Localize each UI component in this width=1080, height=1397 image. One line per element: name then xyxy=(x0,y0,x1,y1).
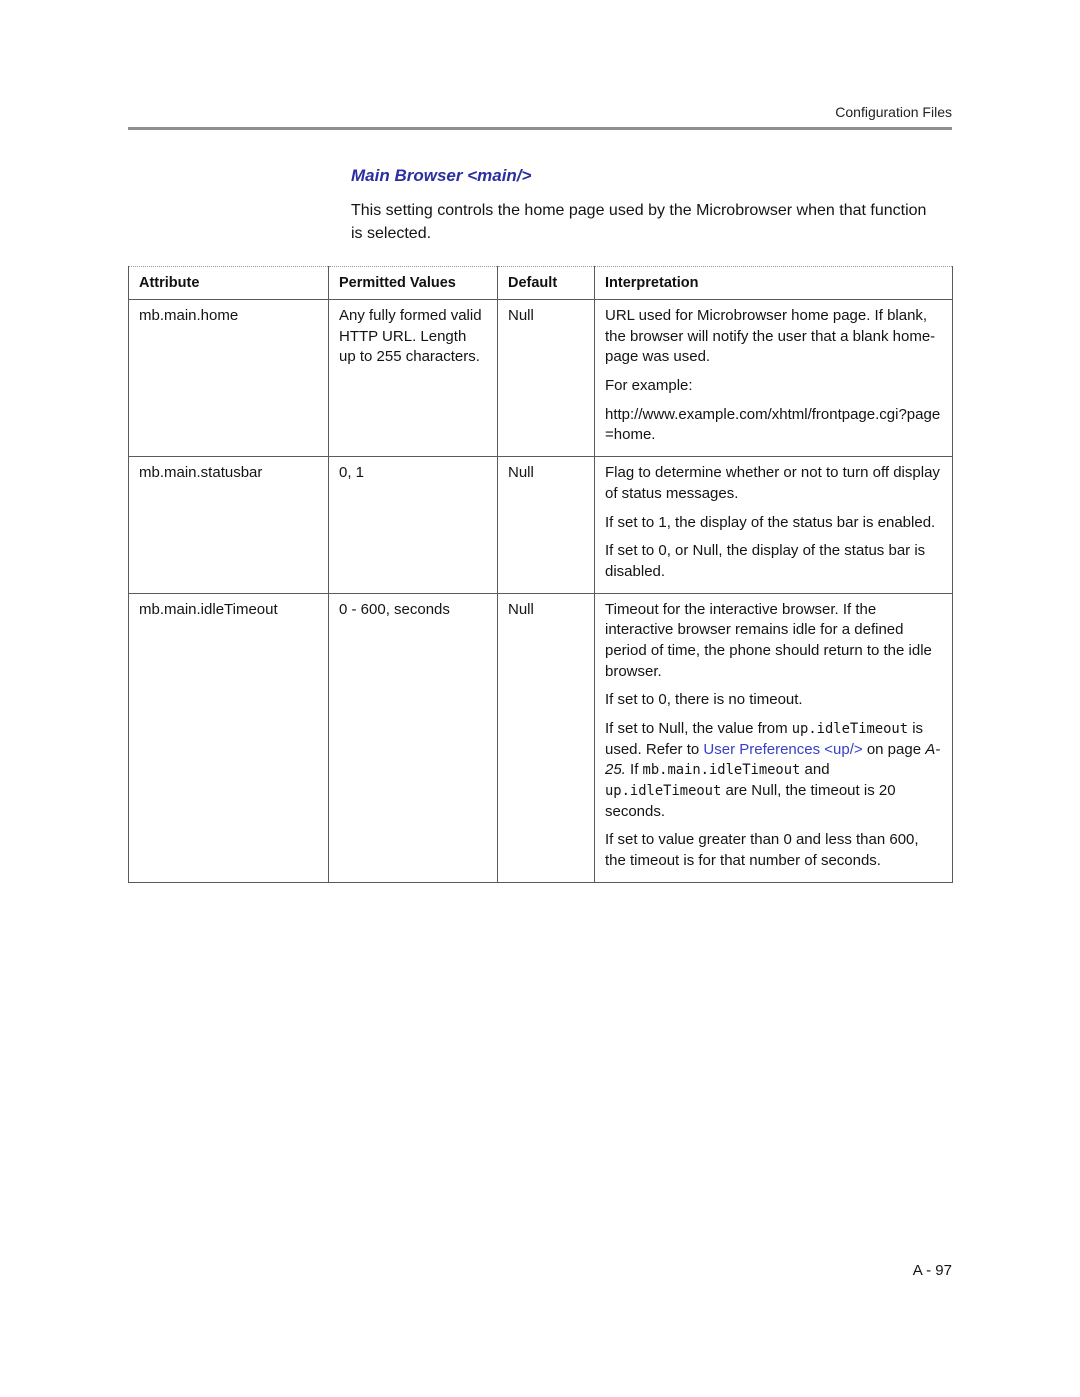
interpretation-paragraph xyxy=(605,513,942,534)
default-cell: Null xyxy=(498,593,595,882)
table-row xyxy=(129,593,953,882)
body-text: Timeout for the interactive browser. If the interactive browser remains idle for a defined period of time, the phone should return to the idle browser. xyxy=(605,600,932,680)
attribute-cell: mb.main.idleTimeout xyxy=(129,593,329,882)
running-header: Configuration Files xyxy=(835,104,952,120)
config-table-header xyxy=(129,267,953,300)
body-text: If set to Null, the value from xyxy=(605,720,792,737)
body-text: If set to 0, there is no timeout. xyxy=(605,691,803,709)
interpretation-paragraph xyxy=(605,463,942,504)
code-text: up.idleTimeout xyxy=(791,721,909,737)
attribute-cell: mb.main.home xyxy=(129,300,329,457)
interpretation-cell xyxy=(595,457,953,593)
cross-reference-link[interactable]: User Preferences <up/> xyxy=(703,740,863,758)
column-header-default: Default xyxy=(498,267,595,300)
section-title: Main Browser <main/> xyxy=(351,166,532,185)
body-text: If set to 1, the display of the status bar is enabled. xyxy=(605,513,936,531)
interpretation-paragraph xyxy=(605,600,942,683)
interpretation-paragraph xyxy=(605,306,942,368)
permitted-values-cell: Any fully formed valid HTTP URL. Length up to 255 characters. xyxy=(329,300,498,457)
interpretation-cell xyxy=(595,593,953,882)
interpretation-paragraph xyxy=(605,541,942,582)
body-text: and xyxy=(800,761,830,779)
config-table xyxy=(128,266,953,883)
config-table-body xyxy=(129,300,953,883)
column-header-permitted-values: Permitted Values xyxy=(329,267,498,300)
interpretation-paragraph xyxy=(605,830,942,871)
body-text: are Null, the timeout is 20 seconds. xyxy=(605,782,896,820)
body-text: If xyxy=(625,761,643,779)
body-text: on page xyxy=(862,740,926,758)
attribute-cell: mb.main.statusbar xyxy=(129,457,329,593)
interpretation-paragraph xyxy=(605,376,942,397)
code-text: up.idleTimeout xyxy=(605,783,722,800)
body-text: If set to value greater than 0 and less than 600, the timeout is for that number of seconds. xyxy=(605,831,919,870)
permitted-values-cell: 0, 1 xyxy=(329,457,498,593)
page-number: A - 97 xyxy=(912,1262,952,1279)
header-row xyxy=(129,267,953,300)
interpretation-paragraph xyxy=(605,719,942,822)
table-row xyxy=(129,457,953,593)
body-text: Flag to determine whether or not to turn off display of status messages. xyxy=(605,464,940,502)
interpretation-cell xyxy=(595,300,953,457)
header-rule xyxy=(128,127,952,130)
default-cell: Null xyxy=(498,457,595,593)
page-reference-text: A-25. xyxy=(605,740,941,779)
permitted-values-cell: 0 - 600, seconds xyxy=(329,593,498,882)
body-text: URL used for Microbrowser home page. If blank, the browser will notify the user that a blank home-page was used. xyxy=(605,307,936,366)
table-row xyxy=(129,300,953,457)
default-cell: Null xyxy=(498,300,595,457)
example-url-text: http://www.example.com/xhtml/frontpage.cgi?page=home. xyxy=(605,405,941,444)
column-header-attribute: Attribute xyxy=(129,267,329,300)
interpretation-paragraph xyxy=(605,690,942,711)
interpretation-paragraph xyxy=(605,405,942,446)
body-text: For example: xyxy=(605,377,693,395)
code-text: mb.main.idleTimeout xyxy=(642,762,801,779)
body-text: is used. Refer to xyxy=(605,720,924,758)
section-intro: This setting controls the home page used by the Microbrowser when that function is selected. xyxy=(351,202,927,243)
column-header-interpretation: Interpretation xyxy=(595,267,953,300)
body-text: If set to 0, or Null, the display of the status bar is disabled. xyxy=(605,542,926,580)
